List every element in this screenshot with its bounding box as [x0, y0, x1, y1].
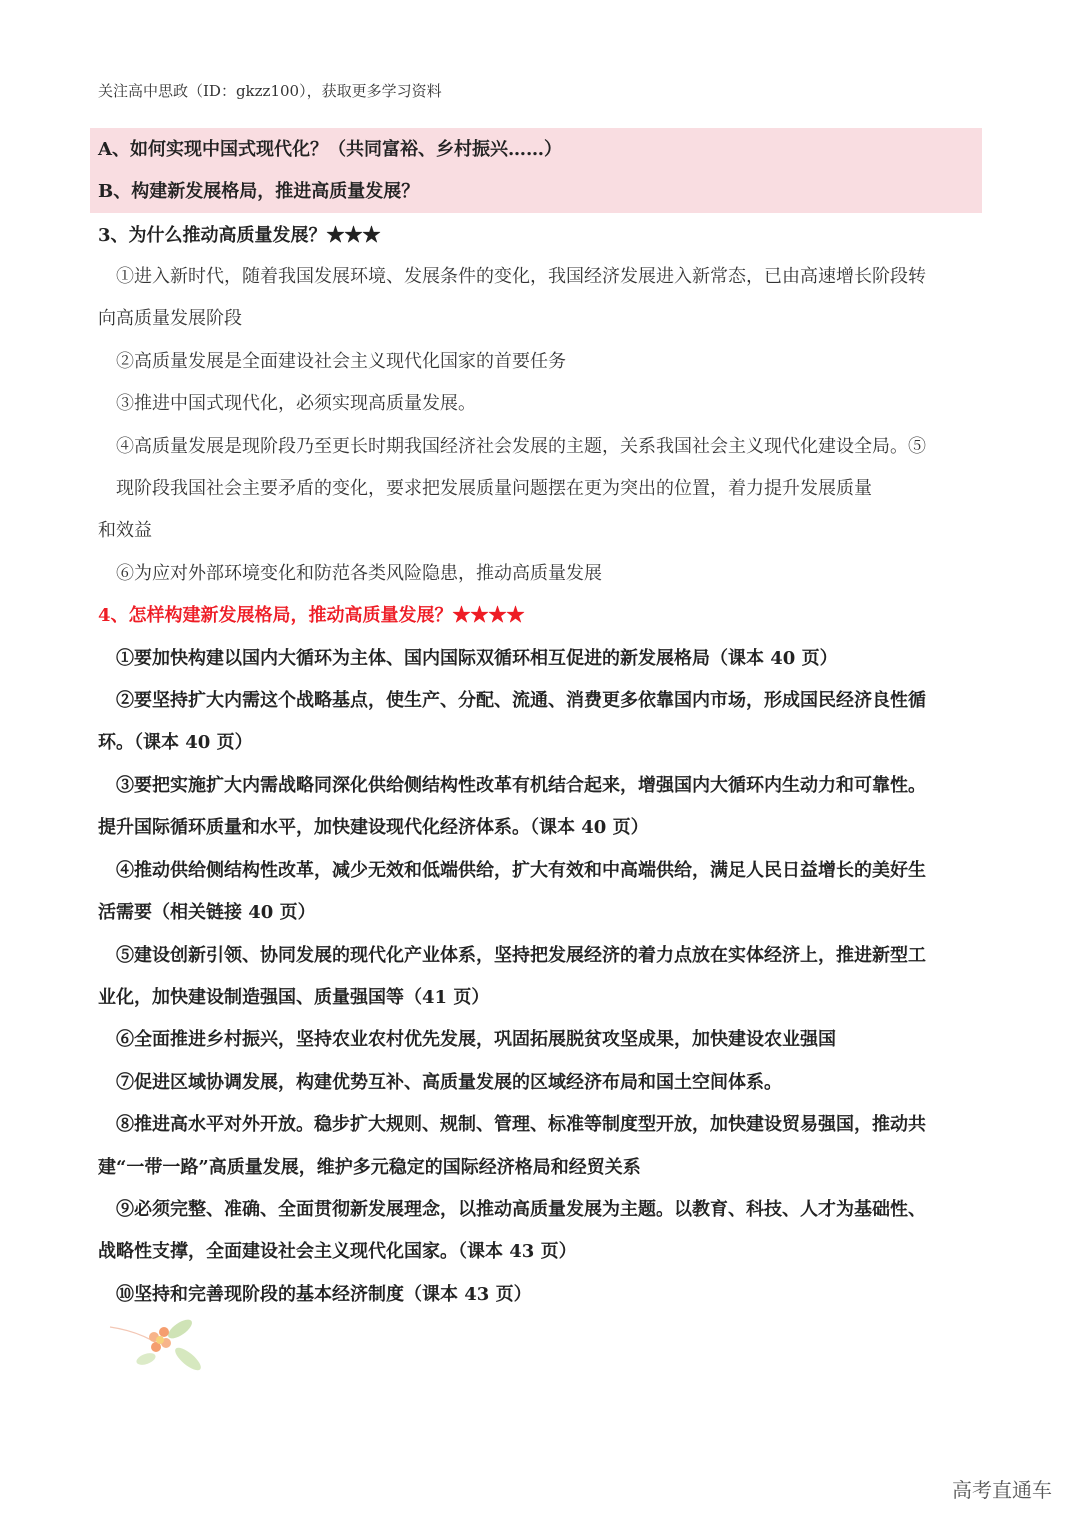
section4-line: 建“一带一路”高质量发展，维护多元稳定的国际经济格局和经贸关系 [98, 1157, 641, 1178]
section3-line: ⑥为应对外部环境变化和防范各类风险隐患，推动高质量发展 [116, 563, 602, 584]
flower-icon [108, 1315, 208, 1375]
section3-line: ②高质量发展是全面建设社会主义现代化国家的首要任务 [116, 351, 566, 372]
section4-line: ①要加快构建以国内大循环为主体、国内国际双循环相互促进的新发展格局（课本 40 页） [116, 648, 838, 669]
section4-line: 环。（课本 40 页） [98, 732, 253, 753]
section4-line: 活需要（相关链接 40 页） [98, 902, 316, 923]
header-note: 关注高中思政（ID：gkzz100），获取更多学习资料 [98, 82, 442, 100]
section4-line: ⑥全面推进乡村振兴，坚持农业农村优先发展，巩固拓展脱贫攻坚成果，加快建设农业强国 [116, 1029, 836, 1050]
section4-line: ⑩坚持和完善现阶段的基本经济制度（课本 43 页） [116, 1284, 532, 1305]
highlight-line-a: A、如何实现中国式现代化？（共同富裕、乡村振兴……） [98, 139, 562, 160]
section4-line: ②要坚持扩大内需这个战略基点，使生产、分配、流通、消费更多依靠国内市场，形成国民经济良性循 [116, 690, 926, 711]
section3-line: ③推进中国式现代化，必须实现高质量发展。 [116, 393, 476, 414]
section4-line: ⑧推进高水平对外开放。稳步扩大规则、规制、管理、标准等制度型开放，加快建设贸易强国，推动共 [116, 1114, 926, 1135]
section3-line: 和效益 [98, 520, 152, 541]
section4-line: ⑨必须完整、准确、全面贯彻新发展理念，以推动高质量发展为主题。以教育、科技、人才为基础性、 [116, 1199, 926, 1220]
section3-line: 向高质量发展阶段 [98, 308, 242, 329]
section3-line: 现阶段我国社会主要矛盾的变化，要求把发展质量问题摆在更为突出的位置，着力提升发展质量 [116, 478, 872, 499]
section4-line: ③要把实施扩大内需战略同深化供给侧结构性改革有机结合起来，增强国内大循环内生动力和可靠性。 [116, 775, 926, 796]
section4-line: ⑤建设创新引领、协同发展的现代化产业体系，坚持把发展经济的着力点放在实体经济上，推进新型工 [116, 945, 926, 966]
section4-line: ⑦促进区域协调发展，构建优势互补、高质量发展的区域经济布局和国土空间体系。 [116, 1072, 782, 1093]
section3-line: ①进入新时代，随着我国发展环境、发展条件的变化，我国经济发展进入新常态，已由高速增长阶段转 [116, 266, 926, 287]
section3-heading: 3、为什么推动高质量发展？★★★ [98, 225, 381, 246]
section4-line: ④推动供给侧结构性改革，减少无效和低端供给，扩大有效和中高端供给，满足人民日益增长的美好生 [116, 860, 926, 881]
section4-line: 业化，加快建设制造强国、质量强国等（41 页） [98, 987, 490, 1008]
section4-heading: 4、怎样构建新发展格局，推动高质量发展？★★★★ [98, 605, 525, 626]
section4-line: 战略性支撑，全面建设社会主义现代化国家。（课本 43 页） [98, 1241, 577, 1262]
watermark: 高考直通车 [952, 1478, 1052, 1502]
highlight-line-b: B、构建新发展格局，推进高质量发展？ [98, 181, 420, 202]
section3-line: ④高质量发展是现阶段乃至更长时期我国经济社会发展的主题，关系我国社会主义现代化建设全局。⑤ [116, 436, 926, 457]
section4-line: 提升国际循环质量和水平，加快建设现代化经济体系。（课本 40 页） [98, 817, 649, 838]
